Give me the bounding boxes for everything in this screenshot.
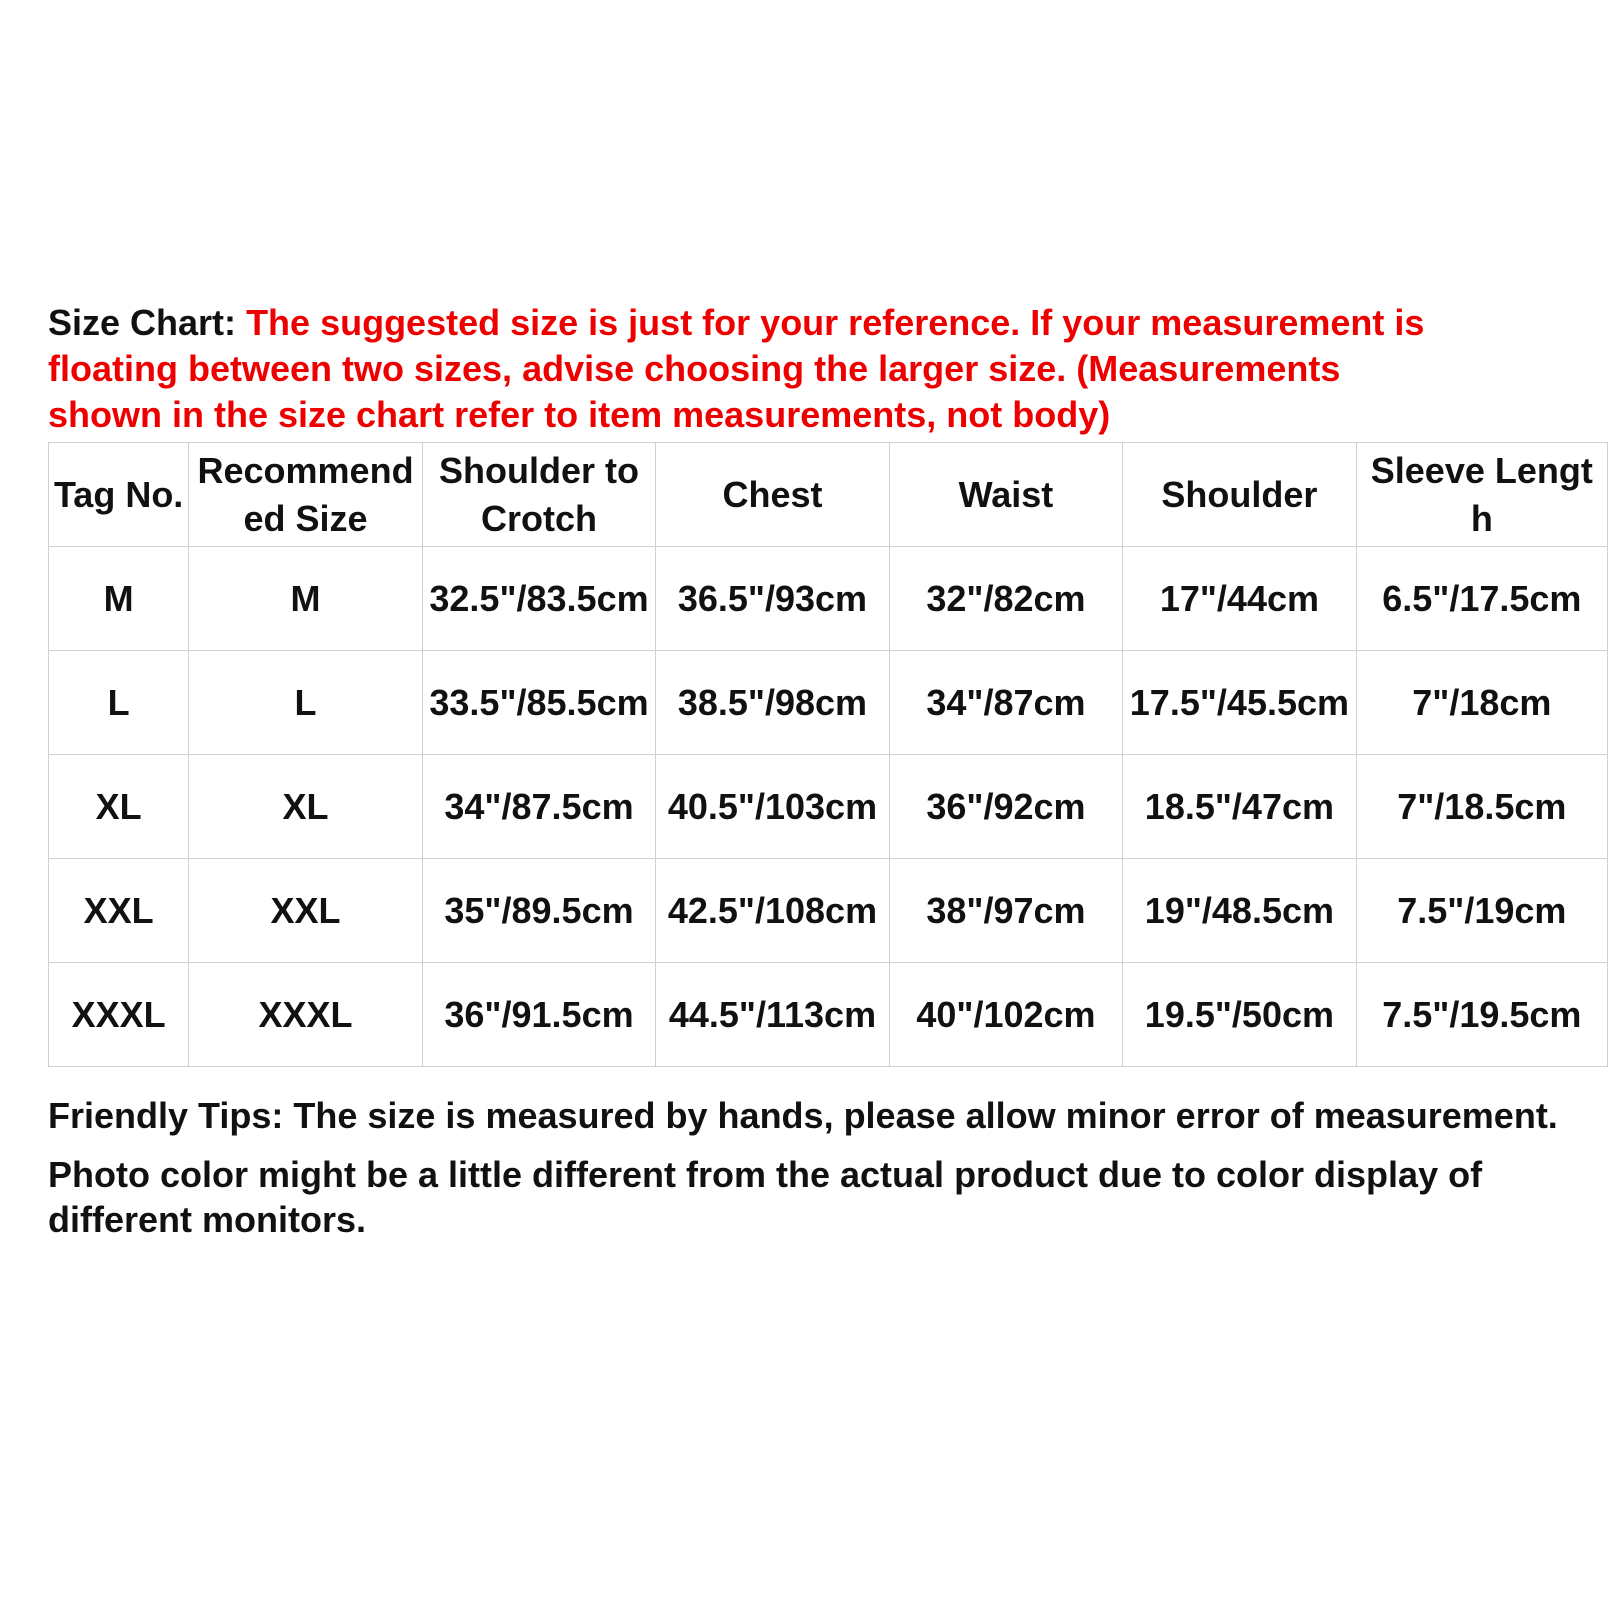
size-note-line-3: shown in the size chart refer to item measurements, not body) (48, 394, 1111, 435)
cell-waist: 38"/97cm (889, 859, 1122, 963)
header-sleeve-length: Sleeve Length (1356, 443, 1607, 547)
cell-recommended-size: XXL (189, 859, 422, 963)
cell-tag-no: XXL (49, 859, 189, 963)
cell-chest: 42.5"/108cm (656, 859, 889, 963)
cell-recommended-size: L (189, 651, 422, 755)
tip-measurement: Friendly Tips: The size is measured by hands, please allow minor error of measurement. (48, 1095, 1558, 1136)
table-row (49, 963, 1608, 1067)
table-row (49, 755, 1608, 859)
cell-sleeve-length: 7"/18.5cm (1356, 755, 1607, 859)
cell-chest: 38.5"/98cm (656, 651, 889, 755)
size-note-line-2: floating between two sizes, advise choosing the larger size. (Measurements (48, 348, 1341, 389)
cell-sleeve-length: 7"/18cm (1356, 651, 1607, 755)
cell-sleeve-length: 6.5"/17.5cm (1356, 547, 1607, 651)
size-chart-panel (48, 300, 1593, 1256)
cell-tag-no: L (49, 651, 189, 755)
cell-tag-no: XL (49, 755, 189, 859)
cell-shoulder: 18.5"/47cm (1123, 755, 1356, 859)
header-tag-no: Tag No. (49, 443, 189, 547)
cell-waist: 36"/92cm (889, 755, 1122, 859)
cell-shoulder: 17"/44cm (1123, 547, 1356, 651)
friendly-tips (48, 1093, 1560, 1242)
cell-shoulder-to-crotch: 34"/87.5cm (422, 755, 655, 859)
cell-shoulder-to-crotch: 32.5"/83.5cm (422, 547, 655, 651)
table-row (49, 859, 1608, 963)
cell-tag-no: M (49, 547, 189, 651)
cell-recommended-size: M (189, 547, 422, 651)
size-chart-label: Size Chart: (48, 302, 237, 343)
cell-waist: 40"/102cm (889, 963, 1122, 1067)
cell-sleeve-length: 7.5"/19.5cm (1356, 963, 1607, 1067)
header-recommended-size: Recommended Size (189, 443, 422, 547)
cell-chest: 44.5"/113cm (656, 963, 889, 1067)
cell-chest: 40.5"/103cm (656, 755, 889, 859)
size-chart-intro (48, 300, 1560, 438)
table-header-row (49, 443, 1608, 547)
size-table (48, 442, 1608, 1067)
header-shoulder-to-crotch: Shoulder to Crotch (422, 443, 655, 547)
cell-chest: 36.5"/93cm (656, 547, 889, 651)
header-waist: Waist (889, 443, 1122, 547)
cell-shoulder-to-crotch: 36"/91.5cm (422, 963, 655, 1067)
cell-waist: 34"/87cm (889, 651, 1122, 755)
cell-shoulder-to-crotch: 35"/89.5cm (422, 859, 655, 963)
cell-shoulder: 19.5"/50cm (1123, 963, 1356, 1067)
cell-sleeve-length: 7.5"/19cm (1356, 859, 1607, 963)
cell-shoulder: 19"/48.5cm (1123, 859, 1356, 963)
cell-shoulder: 17.5"/45.5cm (1123, 651, 1356, 755)
header-shoulder: Shoulder (1123, 443, 1356, 547)
cell-waist: 32"/82cm (889, 547, 1122, 651)
cell-tag-no: XXXL (49, 963, 189, 1067)
table-row (49, 651, 1608, 755)
cell-recommended-size: XL (189, 755, 422, 859)
cell-recommended-size: XXXL (189, 963, 422, 1067)
cell-shoulder-to-crotch: 33.5"/85.5cm (422, 651, 655, 755)
size-note-line-1: The suggested size is just for your reference. If your measurement is (246, 302, 1425, 343)
header-chest: Chest (656, 443, 889, 547)
tip-photo-color: Photo color might be a little different from the actual product due to color display of different monitors. (48, 1154, 1483, 1240)
table-row (49, 547, 1608, 651)
